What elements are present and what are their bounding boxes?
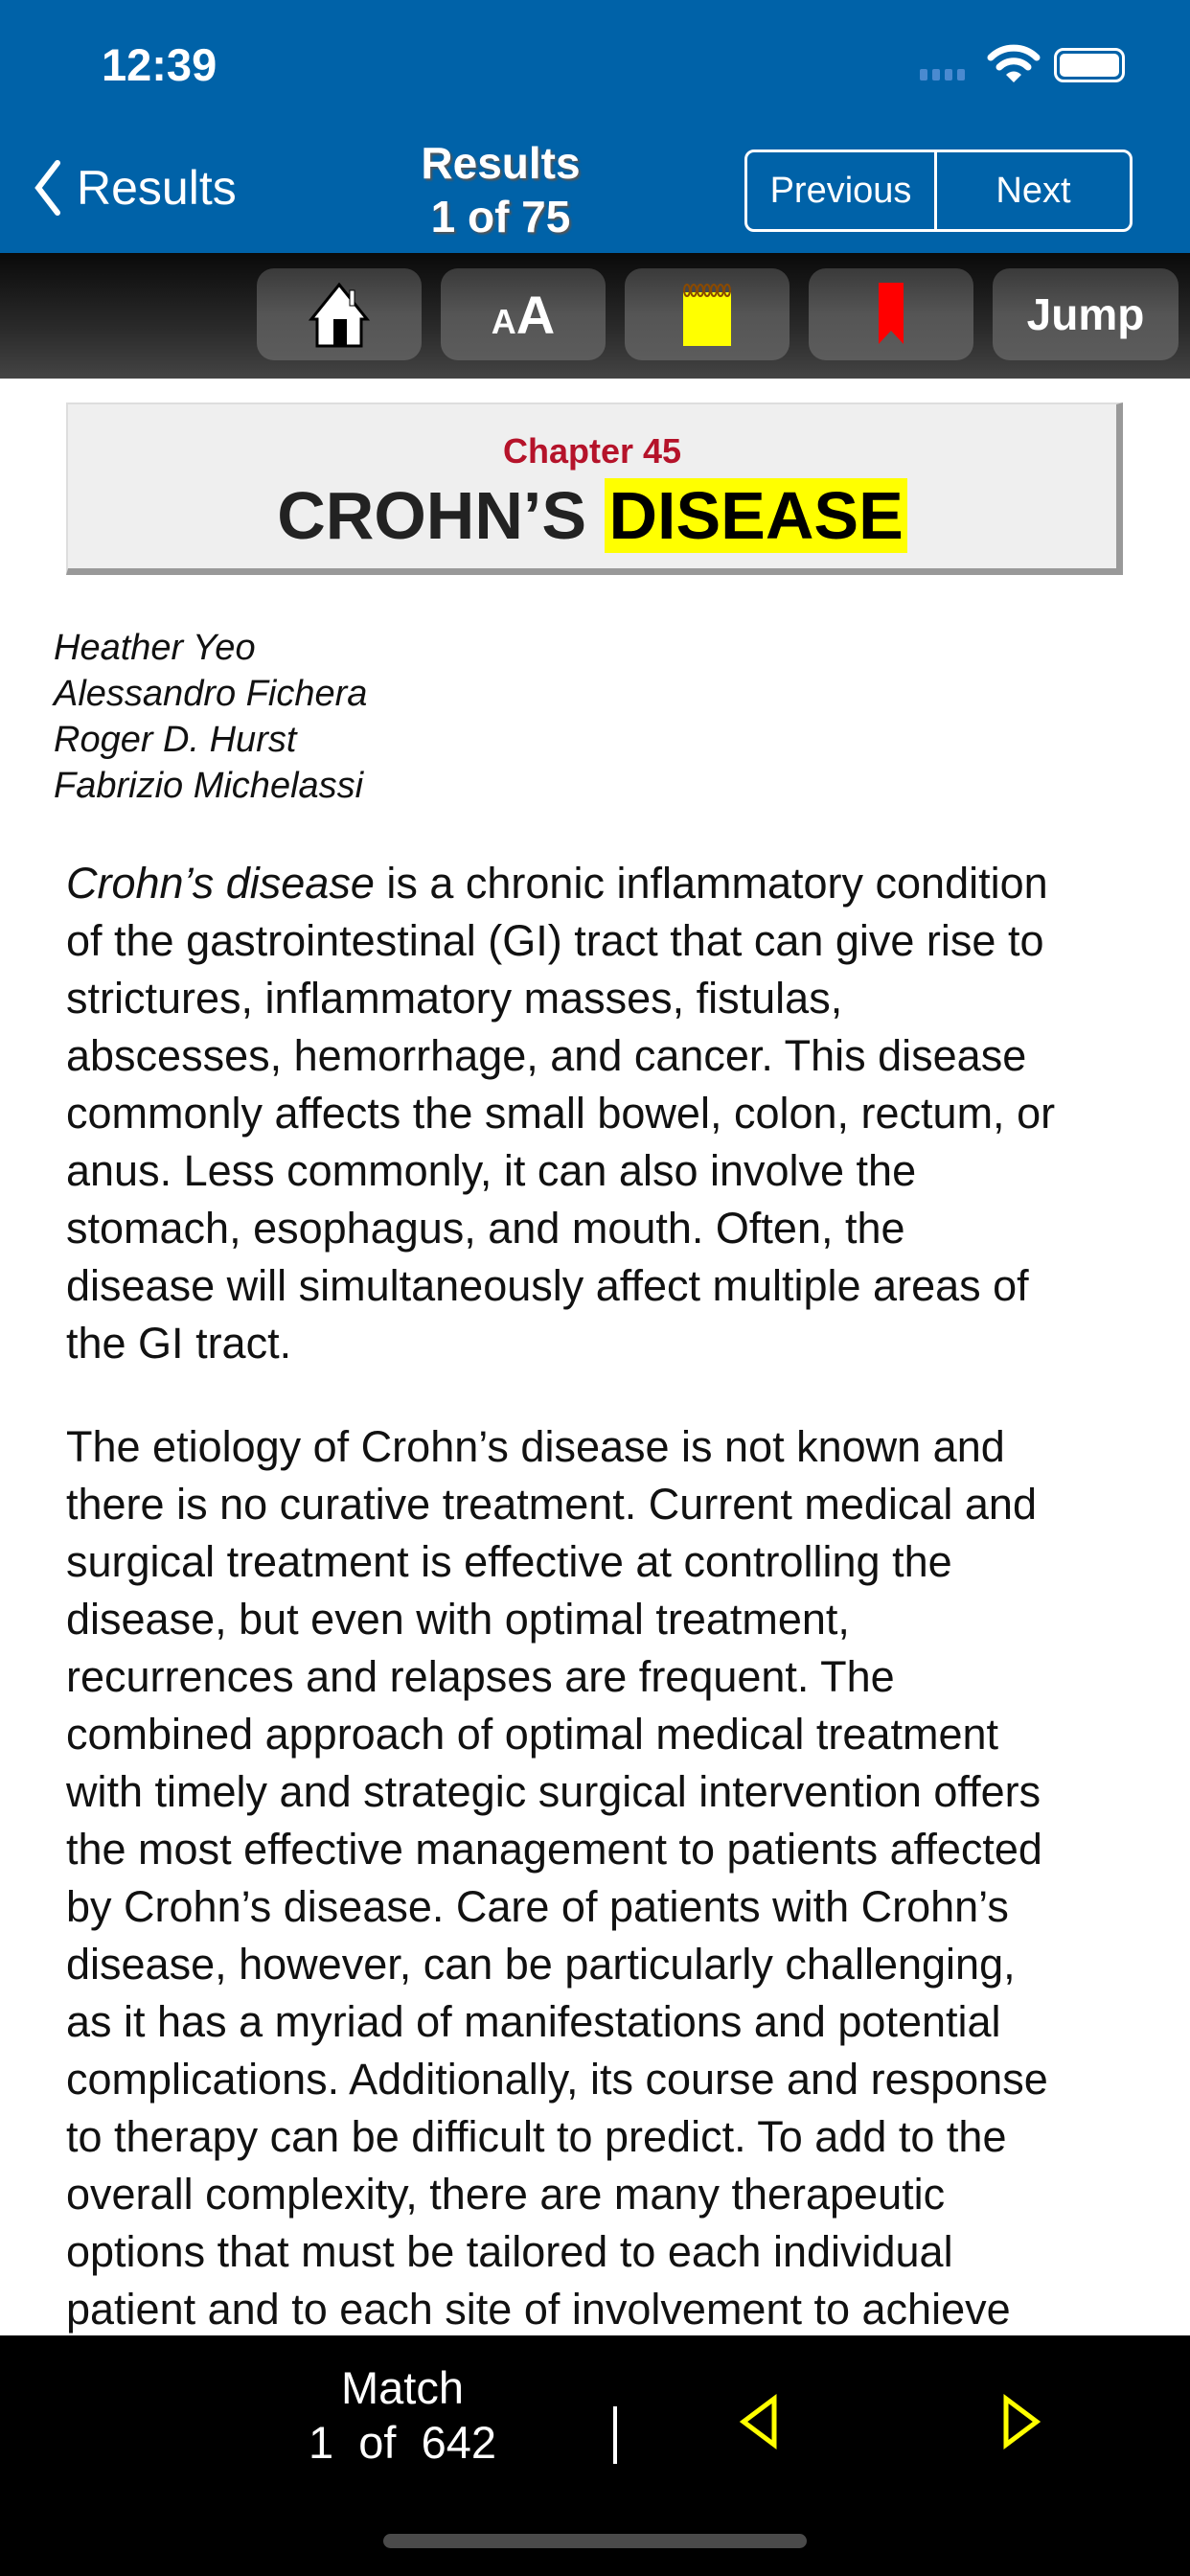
text-line: by Crohn’s disease. Care of patients with Crohn’s xyxy=(66,1882,1009,1931)
match-label: Match xyxy=(341,2362,464,2413)
status-bar xyxy=(0,0,1190,134)
navigation-bar xyxy=(0,134,1190,253)
wifi-icon xyxy=(987,42,1041,84)
text-line: to therapy can be difficult to predict. To add to the xyxy=(66,2112,1007,2161)
text-line: options that must be tailored to each individual xyxy=(66,2227,953,2276)
next-button[interactable]: Next xyxy=(995,170,1071,211)
paragraph-2 xyxy=(66,1418,1048,2338)
author-list xyxy=(54,625,367,809)
paragraph-1 xyxy=(66,855,1055,1372)
chapter-title-text: CROHN’S xyxy=(277,478,606,553)
bookmark-icon xyxy=(877,283,905,346)
nav-title-line1: Results xyxy=(421,138,581,188)
chapter-header xyxy=(66,402,1123,575)
bookmark-button[interactable] xyxy=(809,268,973,360)
status-time: 12:39 xyxy=(102,39,217,90)
text-line: disease, however, can be particularly challenging, xyxy=(66,1940,1016,1989)
search-highlight: DISEASE xyxy=(605,478,906,553)
back-button[interactable] xyxy=(33,159,237,217)
text-line: there is no curative treatment. Current medical and xyxy=(66,1480,1037,1529)
text-line: combined approach of optimal medical treatment xyxy=(66,1710,999,1759)
author: Fabrizio Michelassi xyxy=(54,766,364,806)
text-line: Crohn’s disease is a chronic inflammatory condition xyxy=(66,859,1048,908)
back-label: Results xyxy=(77,161,237,215)
toolbar xyxy=(0,253,1190,379)
text-line: stomach, esophagus, and mouth. Often, the xyxy=(66,1204,905,1253)
home-indicator[interactable] xyxy=(383,2534,807,2548)
text-line: as it has a myriad of manifestations and potential xyxy=(66,1997,1001,2046)
text-line: surgical treatment is effective at controlling the xyxy=(66,1537,952,1586)
text-line: the GI tract. xyxy=(66,1319,292,1368)
text-line: of the gastrointestinal (GI) tract that can give rise to xyxy=(66,916,1044,965)
match-counter xyxy=(268,2360,537,2470)
italic-term: Crohn’s disease xyxy=(66,859,375,908)
text-line: complications. Additionally, its course and response xyxy=(66,2055,1048,2104)
home-icon xyxy=(306,281,373,348)
font-size-icon: AA xyxy=(491,284,556,345)
chapter-title xyxy=(68,477,1116,554)
chapter-number: Chapter 45 xyxy=(502,431,682,471)
text-line: anus. Less commonly, it can also involve the xyxy=(66,1146,917,1195)
cellular-signal-icon xyxy=(920,69,965,80)
next-match-button[interactable] xyxy=(996,2393,1044,2450)
home-button[interactable] xyxy=(257,268,422,360)
notes-button[interactable] xyxy=(625,268,790,360)
text-line: abscesses, hemorrhage, and cancer. This disease xyxy=(66,1031,1027,1080)
text-line: the most effective management to patients affected xyxy=(66,1825,1042,1874)
text-line: recurrences and relapses are frequent. The xyxy=(66,1652,895,1701)
author: Heather Yeo xyxy=(54,628,256,668)
jump-button[interactable]: Jump xyxy=(993,268,1179,360)
notepad-icon xyxy=(675,283,739,346)
text-line: The etiology of Crohn’s disease is not known and xyxy=(66,1422,1005,1471)
nav-title-line2: 1 of 75 xyxy=(430,192,571,242)
text-line: strictures, inflammatory masses, fistulas, xyxy=(66,974,843,1023)
text-line: patient and to each site of involvement to achieve xyxy=(66,2285,1011,2334)
match-count: 1 of 642 xyxy=(309,2417,496,2468)
nav-title xyxy=(383,136,618,243)
result-navigation-segment xyxy=(744,150,1133,232)
text-line: disease, but even with optimal treatment, xyxy=(66,1595,850,1644)
previous-match-button[interactable] xyxy=(736,2393,784,2450)
text-line: with timely and strategic surgical intervention offers xyxy=(66,1767,1041,1816)
text-line: overall complexity, there are many therapeutic xyxy=(66,2170,946,2219)
battery-icon xyxy=(1054,48,1125,82)
text-line: disease will simultaneously affect multiple areas of xyxy=(66,1261,1029,1310)
author: Roger D. Hurst xyxy=(54,720,297,760)
font-size-button[interactable] xyxy=(441,268,606,360)
text-line: commonly affects the small bowel, colon, rectum, or xyxy=(66,1089,1056,1138)
divider xyxy=(613,2406,617,2464)
chevron-left-icon xyxy=(33,159,61,217)
previous-button[interactable]: Previous xyxy=(747,152,937,229)
author: Alessandro Fichera xyxy=(54,674,368,714)
